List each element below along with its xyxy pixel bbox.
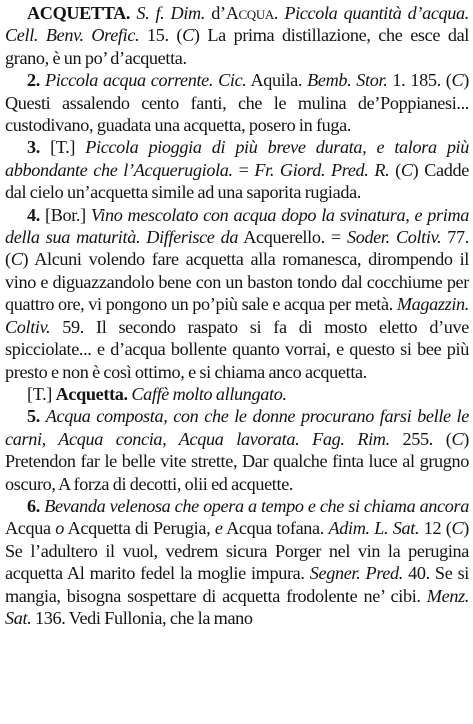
italic-text: Acqua composta, con che le donne procurano farsi belle le carni, Acqua concia, Acqua lavorata. (5, 406, 469, 449)
dictionary-entry-main (5, 2, 469, 69)
dictionary-entry-sub-4 (5, 383, 469, 405)
body-text: ) Se l’adultero il vuol, vedrem sicura Porger nel vin la perugina acquetta Al marito fedel la moglie impura. (5, 518, 469, 584)
body-text: 77. ( (5, 227, 469, 270)
body-text: ) Alcuni volendo fare acquetta alla romanesca, dirompendo il vino e diguazzandolo bene con un baston tondo dal cocchiume per quattro ore, vi pongono un po’più sale e acqua per metà. (5, 249, 469, 315)
italic-text: Cic. (218, 70, 247, 91)
body-text: 136. Vedi Fullonia, che la mano (31, 607, 253, 628)
body-text: 255. ( (389, 428, 452, 449)
italic-text: Cell. Benv. Orefic. (5, 25, 140, 46)
italic-text: Piccola acqua corrente. (44, 70, 214, 91)
italic-text: Bevanda velenosa che opera a tempo e che si chiama ancora (44, 495, 469, 516)
bold-text: 2. (27, 70, 40, 91)
body-text: [T.] (39, 137, 86, 158)
italic-text: , e (206, 518, 223, 539)
italic-text: S. f. Dim. (136, 3, 206, 23)
bold-text: 3. (27, 137, 40, 158)
italic-text: Caffè molto allungato. (131, 383, 287, 404)
italic-text: C (10, 249, 23, 270)
dictionary-entry-sense-4 (5, 204, 469, 383)
body-text: [T.] (27, 383, 56, 404)
bold-text: Acquetta. (55, 383, 128, 404)
small-caps-text: Acqua (225, 3, 274, 23)
body-text: d’ (205, 3, 226, 23)
bold-text: ACQUETTA. (27, 3, 131, 23)
italic-text: C (451, 70, 464, 91)
body-text: 59. Il secondo raspato si fa di mosto eletto d’uve spicciolate... e d’acqua bollente quanto vorrai, e questo si bee più presto e non è così ottimo, e si chiama anco acquetta. (5, 316, 469, 382)
body-text: = (232, 159, 255, 180)
body-text: ) Pretendon far le belle vite strette, Dar qualche finta luce al grugno oscuro, A forza di decotti, olii ed acquette. (5, 428, 469, 494)
italic-text: Adim. L. Sat. (328, 518, 420, 539)
body-text: Aquila. (246, 70, 308, 91)
italic-text: C (451, 428, 464, 449)
italic-text: C (182, 25, 194, 46)
italic-text: Magazzin. Coltiv. (5, 294, 469, 337)
italic-text: Bemb. Stor. (307, 70, 388, 91)
italic-text: Piccola pioggia di più breve durata, e talora più abbondante che l’Acquerugiola. (5, 137, 470, 180)
bold-text: 6. (27, 495, 40, 516)
body-text: . (273, 3, 285, 23)
body-text: [Bor.] (39, 204, 91, 225)
body-text: 12 ( (419, 518, 452, 539)
italic-text: Soder. Coltiv. (346, 227, 442, 248)
italic-text: Vino mescolato con acqua dopo la svinatura, e prima della sua maturità. Differisce da (5, 204, 469, 248)
italic-text: Fag. Rim. (312, 428, 390, 449)
bold-text: 5. (27, 406, 40, 427)
body-text: Acquerello. = (238, 227, 347, 248)
dictionary-entry-sense-3 (5, 136, 469, 203)
body-text: ) Cadde dal cielo un’acquetta simile ad una saporita rugiada. (5, 159, 469, 203)
body-text: 1. 185. ( (387, 70, 452, 91)
body-text: ) La prima distillazione, che esce dal grano, è un po’ d’acquetta. (5, 25, 469, 68)
dictionary-entry-sense-6 (5, 495, 469, 629)
italic-text: Piccola quantità d’acqua. (284, 3, 469, 23)
body-text: 15. ( (139, 25, 183, 46)
italic-text: Fr. Giord. Pred. R. (254, 159, 390, 180)
body-text (299, 429, 312, 449)
bold-text: 4. (27, 204, 40, 225)
body-text: ) Questi assalendo cento fanti, che le mulina de’Poppianesi... custodivano, guadata una acquetta, posero in fuga. (5, 70, 469, 136)
body-text: Acqua (5, 518, 56, 539)
italic-text: C (451, 518, 464, 539)
body-text: 40. Se si mangia, bisogna sospettare di acquetta frodolente ne’ cibi. (5, 563, 470, 606)
dictionary-entry-sense-5 (5, 405, 469, 495)
italic-text: Menz. Sat. (5, 585, 469, 628)
body-text: ( (389, 159, 401, 180)
body-text: Acquetta di Perugia (64, 518, 207, 539)
body-text: Acqua tofana. (222, 518, 329, 539)
dictionary-entry-sense-2 (5, 69, 469, 136)
italic-text: Segner. Pred. (309, 563, 403, 584)
italic-text: o (55, 518, 65, 539)
italic-text: C (400, 159, 413, 180)
